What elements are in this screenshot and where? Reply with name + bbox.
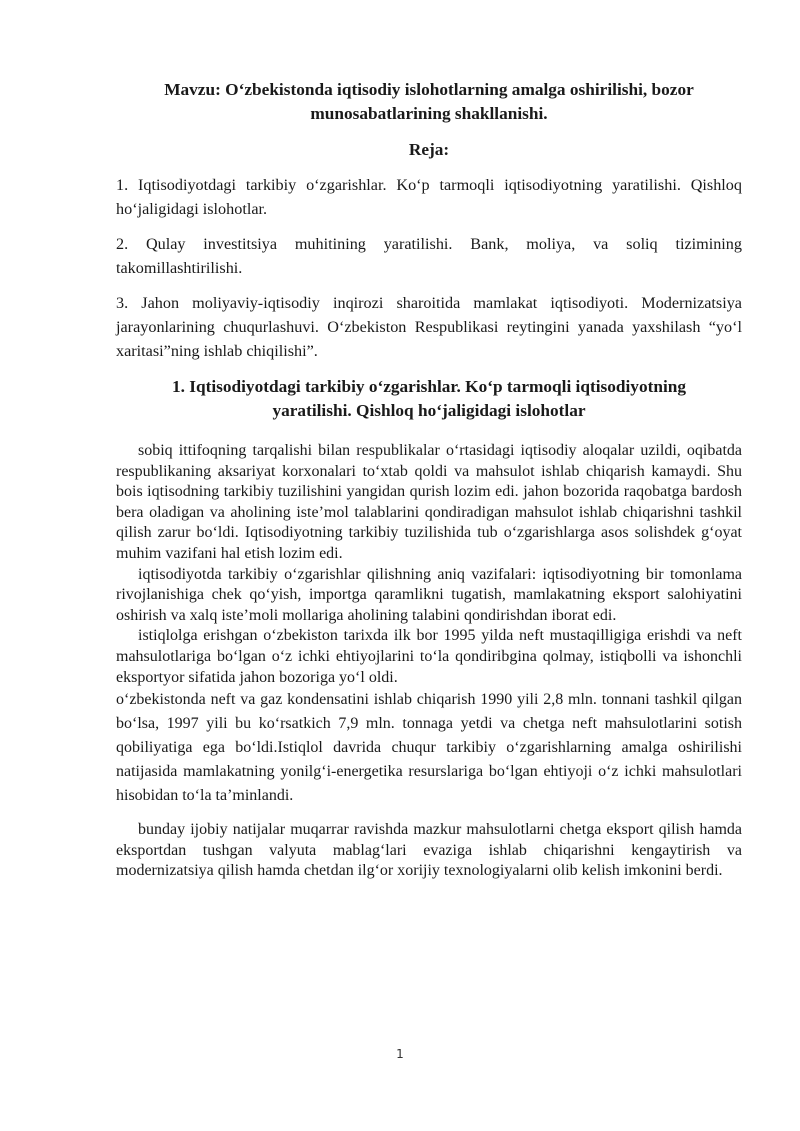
plan-item-2: 2. Qulay investitsiya muhitining yaratilishi. Bank, moliya, va soliq tizimining takomillashtirilishi. <box>116 235 742 277</box>
plan-item-1: 1. Iqtisodiyotdagi tarkibiy o‘zgarishlar. Ko‘p tarmoqli iqtisodiyotning yaratilishi. Qishloq ho‘jaligidagi islohotlar. <box>116 176 742 218</box>
body-paragraph-2: iqtisodiyotda tarkibiy o‘zgarishlar qilishning aniq vazifalari: iqtisodiyotning bir tomonlama rivojlanishiga chek qo‘yish, importga qaramlikni tugatish, mamlakatning eksport salohiyatini oshirish va xalq iste’moli mollariga aholining talabini qondirishdan iborat edi. <box>116 565 742 624</box>
body-paragraph-4: o‘zbekistonda neft va gaz kondensatini ishlab chiqarish 1990 yili 2,8 mln. tonnani tashkil qilgan bo‘lsa, 1997 yili bu ko‘rsatkich 7,9 mln. tonnaga yetdi va chetga neft mahsulotlarini sotish qobiliyatiga ega bo‘ldi.Istiqlol davrida chuqur tarkibiy o‘zgarishlarning amalga oshirilishi natijasida mamlakatning yonilg‘i-energetika resurslariga bo‘lgan ehtiyoji o‘z ichki mahsulotlari hisobidan to‘la ta’minlandi. <box>116 691 742 805</box>
body-paragraph-3: istiqlolga erishgan o‘zbekiston tarixda ilk bor 1995 yilda neft mustaqilligiga erishdi va neft mahsulotlariga bo‘lgan o‘z ichki ehtiyojlarini to‘la qondiribgina qolmay, istiqbolli va ishonchli eksportyor sifatida jahon bozoriga yo‘l oldi. <box>116 627 742 686</box>
section-heading: 1. Iqtisodiyotdagi tarkibiy o‘zgarishlar. Ko‘p tarmoqli iqtisodiyotning yaratilishi. Qishloq ho‘jaligidagi islohotlar <box>171 377 687 420</box>
body-paragraph-1: sobiq ittifoqning tarqalishi bilan respublikalar o‘rtasidagi iqtisodiy aloqalar uzildi, oqibatda respublikaning aksariyat korxonalari to‘xtab qoldi va mahsulot ishlab chiqarish kamaydi. Shu bois iqtisodning tarkibiy tuzilishini yangidan qurish lozim edi. jahon bozorida raqobatga bardosh bera oladigan va aholining iste’mol talablarini qondiradigan mahsulot ishlab chiqarishni tashkil qilish zarur bo‘ldi. Iqtisodiyotning tarkibiy tuzilishida tub o‘zgarishlarga asos solishdek g‘oyat muhim vazifani hal etish lozim edi. <box>116 442 742 562</box>
page-number: 1 <box>396 1047 404 1061</box>
document-title: Mavzu: O‘zbekistonda iqtisodiy islohotlarning amalga oshirilishi, bozor munosabatlarining shakllanishi. <box>164 80 694 123</box>
plan-item-3: 3. Jahon moliyaviy-iqtisodiy inqirozi sharoitida mamlakat iqtisodiyoti. Modernizatsiya jarayonlarining chuqurlashuvi. O‘zbekiston Respublikasi reytingini yanada yaxshilash “yo‘l xaritasi”ning ishlab chiqilishi”. <box>116 294 742 360</box>
document-page <box>116 70 742 882</box>
body-paragraph-5: bunday ijobiy natijalar muqarrar ravishda mazkur mahsulotlarni chetga eksport qilish hamda eksportdan tushgan valyuta mablag‘lari evaziga ishlab chiqarishni kengaytirish va modernizatsiya qilish hamda chetdan ilg‘or xorijiy texnologiyalarni olib kelish imkonini berdi. <box>116 821 742 880</box>
plan-heading: Reja: <box>408 140 450 159</box>
